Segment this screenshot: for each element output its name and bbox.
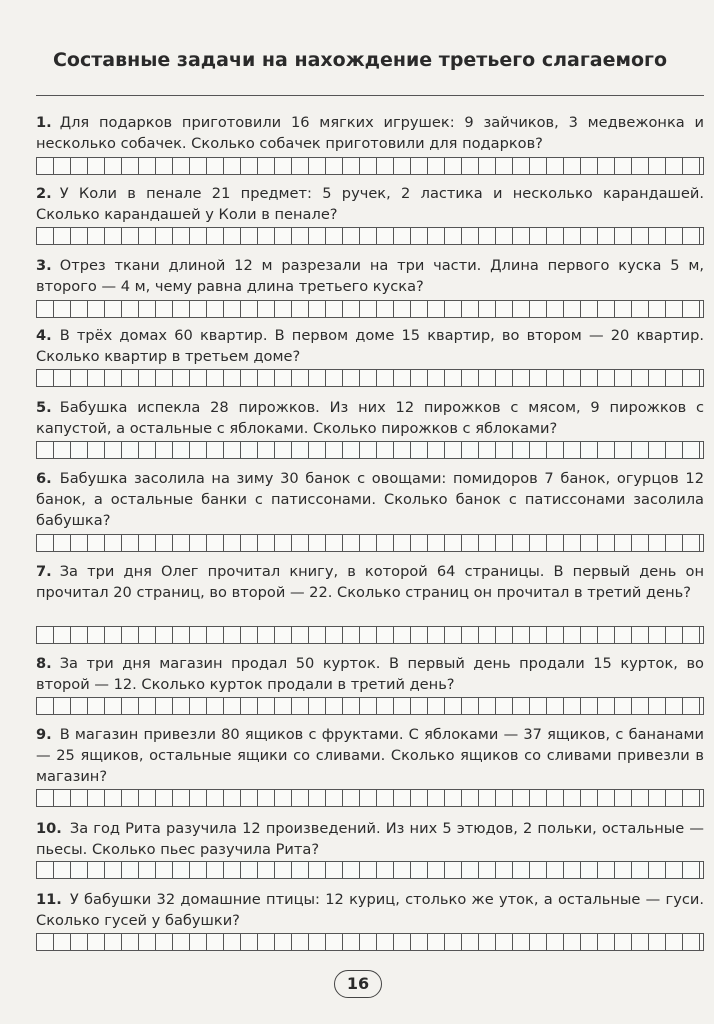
answer-grid[interactable] xyxy=(36,697,704,715)
answer-grid[interactable] xyxy=(36,227,704,245)
answer-grid[interactable] xyxy=(36,626,704,644)
task-text: Бабушка испекла 28 пирожков. Из них 12 пирожков с мясом, 9 пирожков с капустой, а остальные с яблоками. Сколько пирожков с яблоками? xyxy=(36,399,704,437)
task-text: За три дня магазин продал 50 курток. В первый день продали 15 курток, во второй — 12. Сколько курток продали в третий день? xyxy=(36,655,704,693)
task-number: 6. xyxy=(36,470,52,487)
task-number: 11. xyxy=(36,891,62,908)
task-text: У Коли в пенале 21 предмет: 5 ручек, 2 ластика и несколько карандашей. Сколько карандашей у Коли в пенале? xyxy=(36,185,704,223)
answer-grid[interactable] xyxy=(36,300,704,318)
task-number: 4. xyxy=(36,327,52,344)
task-text: В магазин привезли 80 ящиков с фруктами. С яблоками — 37 ящиков, с бананами — 25 ящиков, остальные ящики со сливами. Сколько ящиков со сливами привезли в магазин? xyxy=(36,726,704,785)
answer-grid[interactable] xyxy=(36,441,704,459)
task-number: 8. xyxy=(36,655,52,672)
task-text: Отрез ткани длиной 12 м разрезали на три части. Длина первого куска 5 м, второго — 4 м, чему равна длина третьего куска? xyxy=(36,257,704,295)
answer-grid[interactable] xyxy=(36,861,704,879)
page-title: Составные задачи на нахождение третьего слагаемого xyxy=(52,49,668,71)
task-text: В трёх домах 60 квартир. В первом доме 15 квартир, во втором — 20 квартир. Сколько квартир в третьем доме? xyxy=(36,327,704,365)
task-text: Бабушка засолила на зиму 30 банок с овощами: помидоров 7 банок, огурцов 12 банок, а остальные банки с патиссонами. Сколько банок с патиссонами засолила бабушка? xyxy=(36,470,704,529)
task-2 xyxy=(36,183,704,225)
task-number: 2. xyxy=(36,185,52,202)
task-7 xyxy=(36,561,704,603)
task-text: За год Рита разучила 12 произведений. Из них 5 этюдов, 2 польки, остальные — пьесы. Сколько пьес разучила Рита? xyxy=(36,820,704,858)
task-text: У бабушки 32 домашние птицы: 12 куриц, столько же уток, а остальные — гуси. Сколько гусей у бабушки? xyxy=(36,891,704,929)
task-6 xyxy=(36,468,704,531)
page-number: 16 xyxy=(334,970,382,998)
task-number: 9. xyxy=(36,726,52,743)
task-10 xyxy=(36,818,704,860)
title-underline xyxy=(36,95,704,96)
answer-grid[interactable] xyxy=(36,534,704,552)
task-11 xyxy=(36,889,704,931)
task-number: 5. xyxy=(36,399,52,416)
task-4 xyxy=(36,325,704,367)
task-5 xyxy=(36,397,704,439)
task-text: За три дня Олег прочитал книгу, в которой 64 страницы. В первый день он прочитал 20 страниц, во второй — 22. Сколько страниц он прочитал в третий день? xyxy=(36,563,704,601)
task-1 xyxy=(36,112,704,154)
task-number: 7. xyxy=(36,563,52,580)
answer-grid[interactable] xyxy=(36,933,704,951)
task-number: 1. xyxy=(36,114,52,131)
task-number: 3. xyxy=(36,257,52,274)
task-3 xyxy=(36,255,704,297)
answer-grid[interactable] xyxy=(36,369,704,387)
task-number: 10. xyxy=(36,820,62,837)
task-8 xyxy=(36,653,704,695)
answer-grid[interactable] xyxy=(36,157,704,175)
task-text: Для подарков приготовили 16 мягких игрушек: 9 зайчиков, 3 медвежонка и несколько собачек. Сколько собачек приготовили для подарков? xyxy=(36,114,704,152)
task-9 xyxy=(36,724,704,787)
answer-grid[interactable] xyxy=(36,789,704,807)
